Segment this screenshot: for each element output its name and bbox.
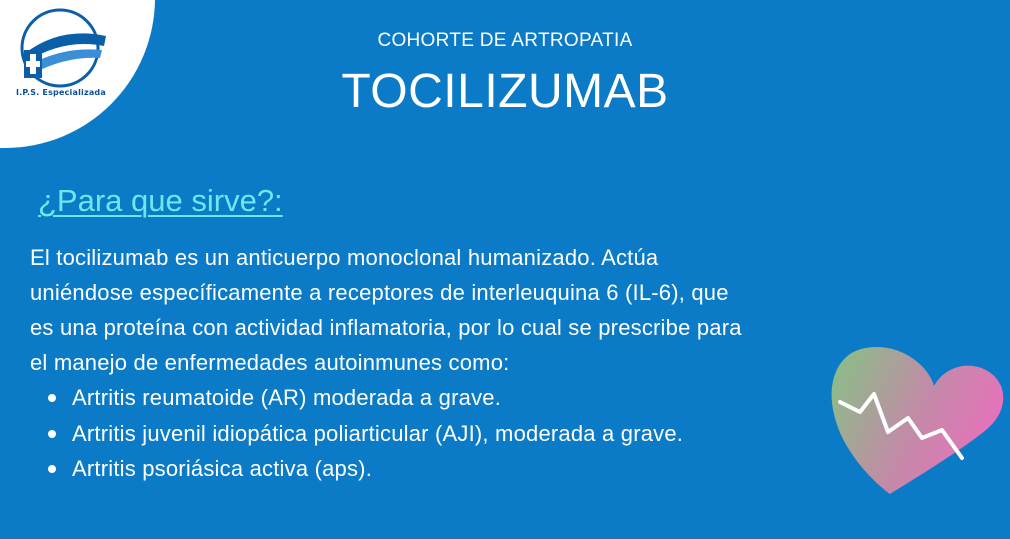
list-item-text: Artritis reumatoide (AR) moderada a grave.	[72, 385, 502, 410]
bullet-icon	[48, 394, 56, 402]
heart-decoration	[826, 334, 1006, 504]
indication-list	[48, 380, 683, 487]
heart-pulse-icon	[826, 334, 1006, 504]
page-title: TOCILIZUMAB	[341, 65, 669, 118]
section-question: ¿Para que sirve?:	[38, 183, 283, 218]
page-subtitle: COHORTE DE ARTROPATIA	[377, 30, 633, 51]
list-item	[48, 380, 683, 416]
list-item	[48, 416, 683, 452]
paragraph-line: El tocilizumab es un anticuerpo monoclonal humanizado. Actúa	[30, 245, 659, 270]
list-item-text: Artritis juvenil idiopática poliarticular (AJI), moderada a grave.	[72, 420, 684, 446]
bullet-icon	[48, 430, 56, 438]
list-item-text: Artritis psoriásica activa (aps).	[72, 456, 373, 481]
paragraph-line: es una proteína con actividad inflamatoria, por lo cual se prescribe para	[30, 315, 742, 340]
paragraph-line: uniéndose específicamente a receptores de interleuquina 6 (IL-6), que	[30, 280, 729, 305]
paragraph-line: el manejo de enfermedades autoinmunes como:	[30, 350, 510, 375]
logo-caption: I.P.S. Especializada	[16, 88, 106, 97]
bullet-icon	[48, 465, 56, 473]
list-item	[48, 451, 683, 487]
